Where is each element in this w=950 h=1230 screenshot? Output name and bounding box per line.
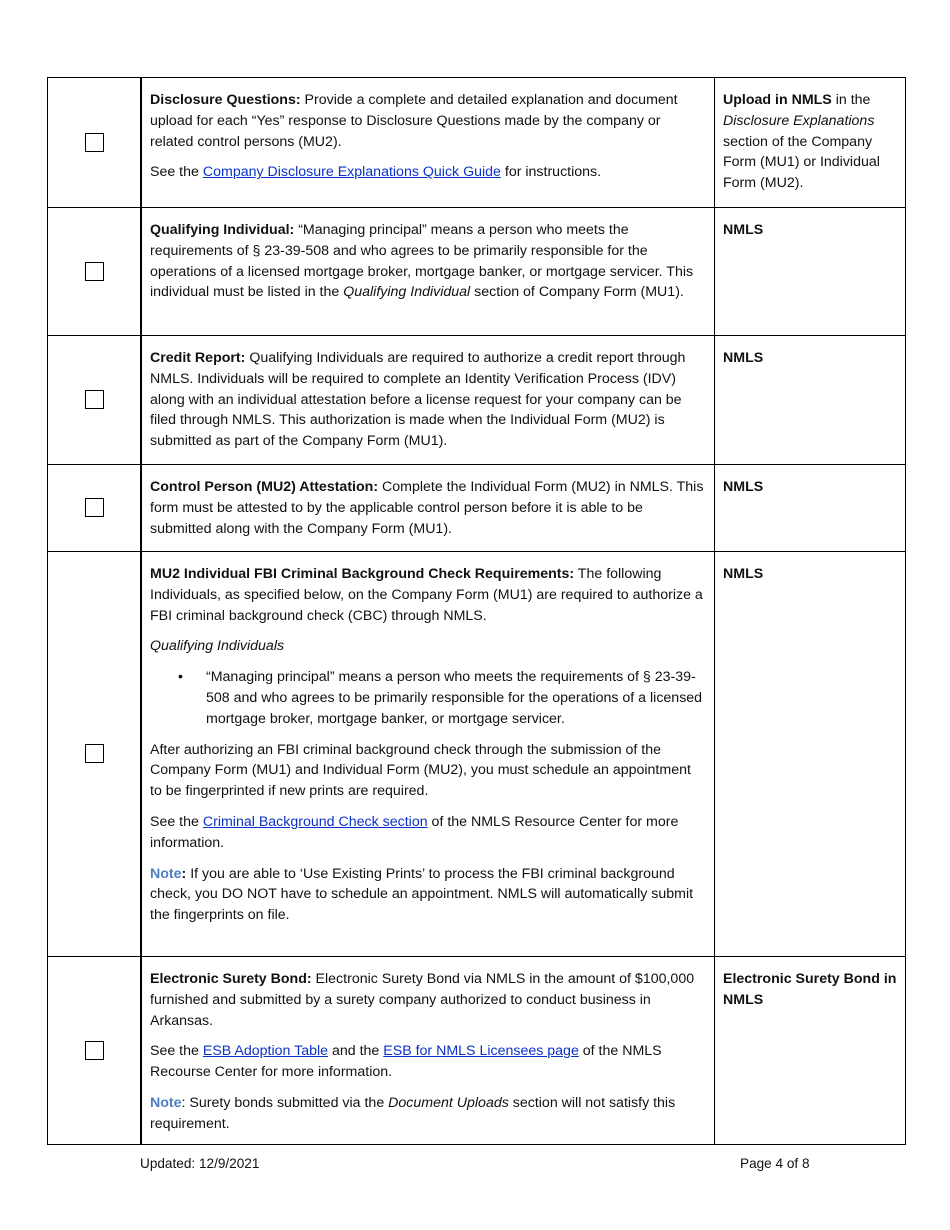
table-row bbox=[48, 552, 906, 957]
checkbox-control-person-attestation[interactable] bbox=[85, 498, 104, 517]
requirement-heading: Disclosure Questions: bbox=[150, 92, 301, 108]
where-text: section of the Company Form (MU1) or Individual Form (MU2). bbox=[723, 133, 880, 192]
checkbox-credit-report[interactable] bbox=[85, 390, 104, 409]
where-bold: NMLS bbox=[723, 479, 764, 495]
requirement-heading: Control Person (MU2) Attestation: bbox=[150, 479, 379, 495]
requirements-checklist-table bbox=[47, 77, 906, 1145]
bullet-text: “Managing principal” means a person who meets the requirements of § 23-39-508 and who agrees to be primarily responsible for the operations of a licensed mortgage broker, mortgage banker, or mortgage servicer. bbox=[206, 669, 703, 727]
see-mid: and the bbox=[328, 1043, 384, 1060]
submission-location bbox=[715, 552, 906, 957]
requirement-text: Provide a complete and detailed explanation and document upload for each “Yes” response to Disclosure Questions made by the company or related control persons (MU2). bbox=[150, 92, 678, 150]
where-bold: Upload in NMLS bbox=[723, 92, 832, 108]
where-bold: NMLS bbox=[723, 566, 764, 582]
requirement-italic: Qualifying Individual bbox=[343, 284, 471, 301]
bullet-icon: • bbox=[178, 669, 183, 686]
note-text: : Surety bonds submitted via the bbox=[181, 1094, 389, 1111]
qualifying-individuals-subheading: Qualifying Individuals bbox=[150, 638, 285, 655]
requirement-paragraph: After authorizing an FBI criminal background check through the submission of the Company Form (MU1) and Individual Form (MU2), you must schedule an appointment to be fingerprinted if new prints are required. bbox=[150, 741, 691, 800]
table-row bbox=[48, 208, 906, 336]
submission-location bbox=[715, 957, 906, 1145]
see-suffix: of the NMLS Resource Center for more information. bbox=[150, 813, 679, 851]
where-text: in the bbox=[831, 92, 871, 108]
requirement-heading: Electronic Surety Bond: bbox=[150, 971, 312, 987]
see-suffix: of the NMLS Recourse Center for more information. bbox=[150, 1043, 662, 1081]
requirement-heading: MU2 Individual FBI Criminal Background Check Requirements: bbox=[150, 566, 575, 582]
see-prefix: See the bbox=[150, 1043, 203, 1060]
list-item bbox=[178, 667, 706, 729]
checkbox-cell bbox=[48, 208, 142, 336]
requirement-description bbox=[141, 78, 715, 208]
see-suffix: for instructions. bbox=[500, 164, 602, 181]
esb-licensees-page-link[interactable]: ESB for NMLS Licensees page bbox=[383, 1043, 579, 1060]
checkbox-cell bbox=[48, 552, 142, 957]
table-row bbox=[48, 465, 906, 552]
requirement-text: section of Company Form (MU1). bbox=[470, 284, 684, 301]
company-disclosure-guide-link[interactable]: Company Disclosure Explanations Quick Guide bbox=[202, 164, 501, 181]
submission-location bbox=[715, 78, 906, 208]
table-row bbox=[48, 957, 906, 1145]
note-text: section will not satisfy this requirement. bbox=[150, 1094, 676, 1132]
checkbox-cell bbox=[48, 465, 142, 552]
requirement-heading: Credit Report: bbox=[150, 350, 246, 366]
requirement-text: The following Individuals, as specified below, on the Company Form (MU1) are required to authorize a FBI criminal background check (CBC) through NMLS. bbox=[150, 566, 703, 624]
where-bold: NMLS bbox=[723, 350, 764, 366]
where-bold: NMLS bbox=[723, 222, 764, 238]
see-prefix: See the bbox=[150, 164, 203, 181]
checkbox-cell bbox=[48, 957, 142, 1145]
criminal-background-check-link[interactable]: Criminal Background Check section bbox=[202, 813, 428, 830]
checkbox-disclosure-questions[interactable] bbox=[85, 133, 104, 152]
requirement-description bbox=[141, 465, 715, 552]
submission-location bbox=[715, 208, 906, 336]
table-row bbox=[48, 78, 906, 208]
checkbox-fbi-background-check[interactable] bbox=[85, 744, 104, 763]
checkbox-qualifying-individual[interactable] bbox=[85, 262, 104, 281]
requirement-description bbox=[141, 552, 715, 957]
submission-location bbox=[715, 465, 906, 552]
note-label: Note bbox=[150, 1094, 182, 1111]
requirement-text: “Managing principal” means a person who meets the requirements of § 23-39-508 and who agrees to be primarily responsible for the operations of a licensed mortgage broker, mortgage banker, or mortgage servicer. This individual must be listed in the bbox=[150, 222, 694, 301]
checkbox-cell bbox=[48, 78, 142, 208]
requirement-text: Electronic Surety Bond via NMLS in the amount of $100,000 furnished and submitted by a surety company authorized to conduct business in Arkansas. bbox=[150, 971, 695, 1029]
requirement-description bbox=[141, 957, 715, 1145]
footer-page-number: Page 4 of 8 bbox=[740, 1156, 810, 1171]
requirement-description bbox=[141, 336, 715, 465]
requirement-heading: Qualifying Individual: bbox=[150, 222, 295, 238]
checkbox-cell bbox=[48, 336, 142, 465]
footer-updated-date: Updated: 12/9/2021 bbox=[140, 1156, 260, 1171]
esb-adoption-table-link[interactable]: ESB Adoption Table bbox=[202, 1043, 329, 1060]
where-bold: Electronic Surety Bond in NMLS bbox=[723, 971, 897, 1008]
note-italic: Document Uploads bbox=[388, 1094, 509, 1111]
requirement-text: Complete the Individual Form (MU2) in NMLS. This form must be attested to by the applicable control person before it is able to be submitted along with the Company Form (MU1). bbox=[150, 479, 704, 537]
note-colon: : bbox=[181, 865, 187, 882]
note-text: If you are able to ‘Use Existing Prints’ to process the FBI criminal background check, you DO NOT have to schedule an appointment. NMLS will automatically submit the fingerprints on file. bbox=[150, 865, 694, 924]
checkbox-electronic-surety-bond[interactable] bbox=[85, 1041, 104, 1060]
requirement-text: Qualifying Individuals are required to authorize a credit report through NMLS. Individuals will be required to complete an Identity Verification Process (IDV) along with an individual attestation before a license request for your company can be filed through NMLS. This authorization is made when the Individual Form (MU2) is submitted as part of the Company Form (MU1). bbox=[150, 350, 686, 450]
requirement-description bbox=[141, 208, 715, 336]
where-italic: Disclosure Explanations bbox=[723, 112, 875, 129]
submission-location bbox=[715, 336, 906, 465]
bullet-list bbox=[150, 667, 706, 729]
note-label: Note bbox=[150, 865, 182, 882]
table-row bbox=[48, 336, 906, 465]
see-prefix: See the bbox=[150, 813, 203, 830]
